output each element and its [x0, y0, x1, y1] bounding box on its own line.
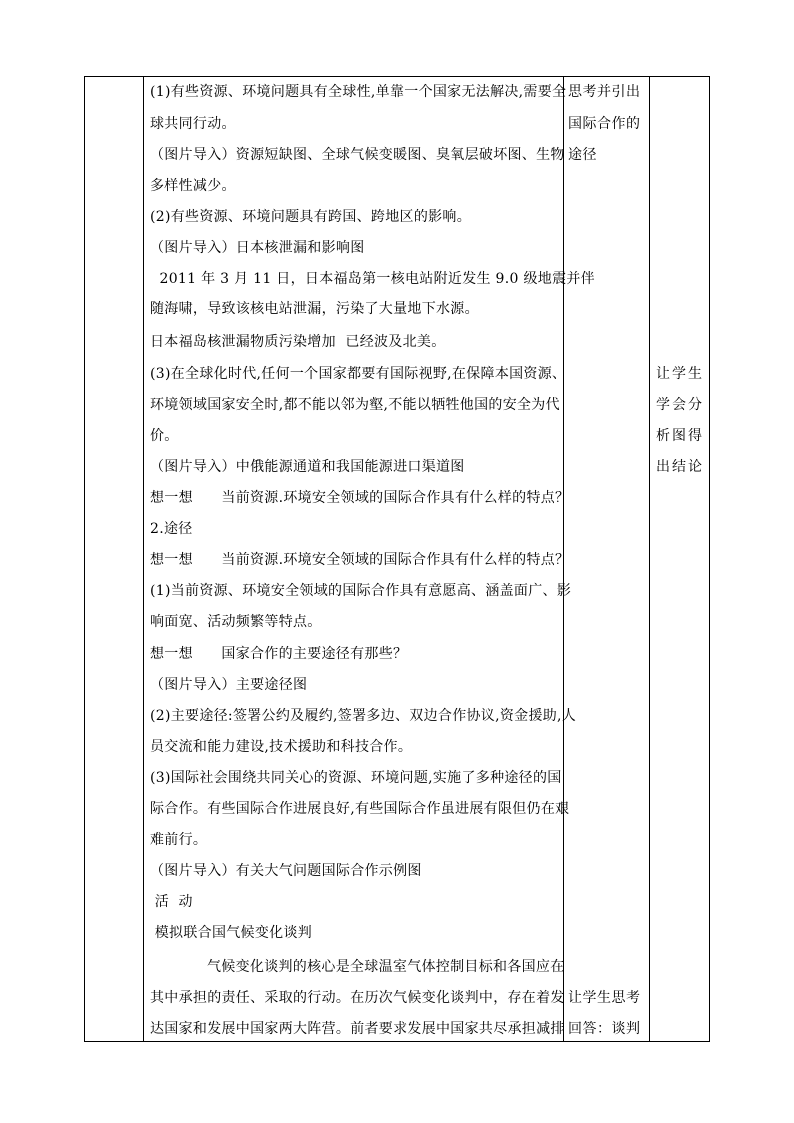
content-line: (1)有些资源、环境问题具有全球性,单靠一个国家无法解决,需要全 [150, 84, 567, 100]
content-line: 环境领域国家安全时,都不能以邻为壑,不能以牺牲他国的安全为代 [150, 397, 560, 413]
content-line: (2)主要途径:签署公约及履约,签署多边、双边合作协议,资金援助,人 [150, 708, 577, 724]
content-line: （图片导入）有关大气问题国际合作示例图 [150, 863, 422, 879]
intent-line: 让学生 [656, 366, 704, 382]
content-line: （图片导入）资源短缺图、全球气候变暖图、臭氧层破坏图、生物 [150, 147, 565, 163]
content-line: 想一想 当前资源.环境安全领域的国际合作具有什么样的特点？ [150, 490, 570, 506]
content-line: 球共同行动。 [150, 116, 236, 132]
content-line: 想一想 当前资源.环境安全领域的国际合作具有什么样的特点？ [150, 552, 570, 568]
column-divider [649, 77, 650, 1041]
intent-line: 出结论 [656, 459, 704, 475]
activity-line: 国际合作的 [568, 116, 641, 132]
content-line: （图片导入）日本核泄漏和影响图 [150, 240, 365, 256]
content-line: (1)当前资源、环境安全领域的国际合作具有意愿高、涵盖面广、影 [150, 583, 572, 599]
content-line: 际合作。有些国际合作进展良好,有些国际合作虽进展有限但仍在艰 [150, 801, 570, 817]
content-line: （图片导入）主要途径图 [150, 677, 308, 693]
content-line: 2011 年 3 月 11 日，日本福岛第一核电站附近发生 9.0 级地震并伴 [150, 271, 595, 287]
content-line: 响面宽、活动频繁等特点。 [150, 614, 322, 630]
content-line: 达国家和发展中国家两大阵营。前者要求发展中国家共尽承担减排 [150, 1021, 565, 1037]
intent-line: 析图得 [656, 428, 704, 444]
content-line: 随海啸，导致该核电站泄漏，污染了大量地下水源。 [150, 301, 479, 317]
activity-line: 途径 [568, 147, 597, 163]
activity-line: 思考并引出 [568, 84, 641, 100]
content-line: (3)国际社会围绕共同关心的资源、环境问题,实施了多种途径的国 [150, 770, 562, 786]
content-line: 难前行。 [150, 832, 208, 848]
content-line: 其中承担的责任、采取的行动。在历次气候变化谈判中，存在着发 [150, 990, 565, 1006]
content-line: 活 动 [150, 894, 193, 910]
content-line: (3)在全球化时代,任何一个国家都要有国际视野,在保障本国资源、 [150, 366, 567, 382]
lesson-plan-table [84, 76, 710, 1042]
content-line: 模拟联合国气候变化谈判 [150, 925, 313, 941]
column-divider [143, 77, 144, 1041]
activity-line: 回答：谈判 [568, 1021, 641, 1037]
intent-line: 学会分 [656, 397, 704, 413]
content-line: 想一想 国家合作的主要途径有那些？ [150, 646, 408, 662]
content-line: 员交流和能力建设,技术援助和科技合作。 [150, 739, 413, 755]
content-line: 气候变化谈判的核心是全球温室气体控制目标和各国应在 [150, 959, 565, 975]
content-line: 2.途径 [150, 521, 193, 537]
content-line: 多样性减少。 [150, 178, 236, 194]
content-line: 日本福岛核泄漏物质污染增加 已经波及北美。 [150, 334, 446, 350]
content-line: 价。 [150, 428, 179, 444]
activity-line: 让学生思考 [568, 990, 641, 1006]
content-line: （图片导入）中俄能源通道和我国能源进口渠道图 [150, 459, 465, 475]
content-line: (2)有些资源、环境问题具有跨国、跨地区的影响。 [150, 209, 472, 225]
